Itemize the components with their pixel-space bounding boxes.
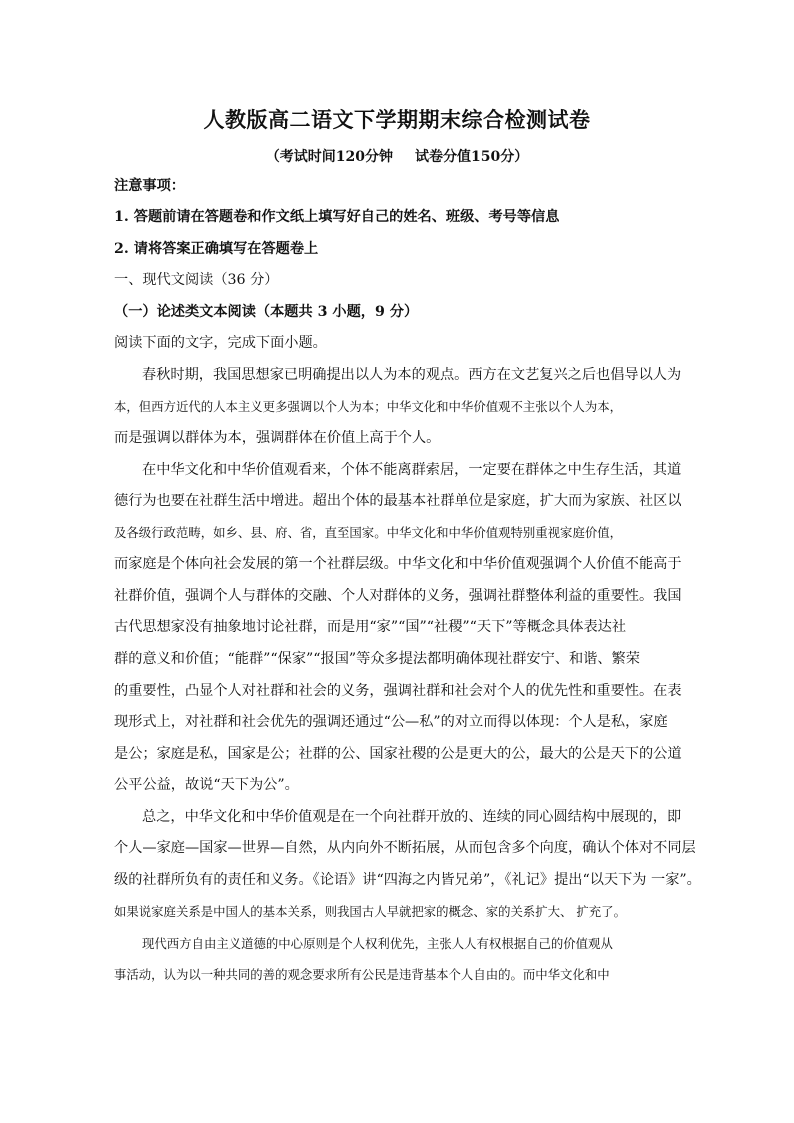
passage-line: 在中华文化和中华价值观看来，个体不能离群索居，一定要在群体之中生存生活，其道 — [142, 462, 682, 478]
exam-score-info: 试卷分值150分） — [415, 149, 529, 165]
exam-time-info: （考试时间120分钟 — [265, 149, 393, 165]
passage-line: 现形式上，对社群和社会优先的强调还通过“公—私”的对立而得以体现：个人是私，家庭 — [114, 714, 668, 730]
passage-line: 个人—家庭—国家—世界—自然，从内向外不断拓展，从而包含多个向度，确认个体对不同层 — [114, 840, 696, 856]
passage-line: 如果说家庭关系是中国人的基本关系，则我国古人早就把家的概念、家的关系扩大、 扩充了。 — [114, 904, 626, 919]
passage-line: 的重要性，凸显个人对社群和社会的义务，强调社群和社会对个人的优先性和重要性。在表 — [114, 683, 682, 699]
passage-line: 及各级行政范畴，如乡、县、府、省，直至国家。中华文化和中华价值观特别重视家庭价值， — [114, 525, 623, 540]
notice-item: 2. 请将答案正确填写在答题卷上 — [114, 241, 319, 257]
passage-line: 古代思想家没有抽象地讨论社群，而是用“家”“国”“社稷”“天下”等概念具体表达社 — [114, 619, 627, 635]
passage-line: 总之，中华文化和中华价值观是在一个向社群开放的、连续的同心圆结构中展现的，即 — [142, 809, 682, 825]
passage-line: 而家庭是个体向社会发展的第一个社群层级。中华文化和中华价值观强调个人价值不能高于 — [114, 556, 682, 572]
section-instruction: 阅读下面的文字，完成下面小题。 — [114, 335, 327, 351]
passage-line: 群的意义和价值；“能群”“保家”“报国”等众多提法都明确体现社群安宁、和谐、繁荣 — [114, 651, 640, 667]
passage-line: 是公；家庭是私，国家是公；社群的公、国家社稷的公是更大的公，最大的公是天下的公道 — [114, 746, 682, 762]
passage-line: 德行为也要在社群生活中增进。超出个体的最基本社群单位是家庭，扩大而为家族、社区以 — [114, 493, 682, 509]
passage-line: 公平公益，故说“天下为公”。 — [114, 777, 299, 793]
passage-line: 本，但西方近代的人本主义更多强调以个人为本；中华文化和中华价值观不主张以个人为本， — [114, 399, 623, 414]
passage-line: 事活动，认为以一种共同的善的观念要求所有公民是违背基本个人自由的。而中华文化和中 — [114, 967, 610, 982]
notice-heading: 注意事项： — [114, 178, 185, 194]
exam-info — [0, 146, 794, 166]
passage-line: 而是强调以群体为本，强调群体在价值上高于个人。 — [114, 430, 441, 446]
passage-line: 级的社群所负有的责任和义务。《论语》讲“四海之内皆兄弟”，《礼记》提出“以天下为 一家”。 — [114, 872, 701, 888]
page-title: 人教版高二语文下学期期末综合检测试卷 — [203, 107, 591, 132]
passage-line: 社群价值，强调个人与群体的交融、个人对群体的义务，强调社群整体利益的重要性。我国 — [114, 588, 682, 604]
passage-line: 现代西方自由主义道德的中心原则是个人权利优先，主张人人有权根据自己的价值观从 — [142, 936, 613, 951]
notice-item: 1. 答题前请在答题卷和作文纸上填写好自己的姓名、班级、考号等信息 — [114, 209, 560, 225]
passage-line: 春秋时期，我国思想家已明确提出以人为本的观点。西方在文艺复兴之后也倡导以人为 — [142, 367, 682, 383]
section-heading: 一、现代文阅读（36 分） — [114, 272, 279, 288]
section-subheading: （一）论述类文本阅读（本题共 3 小题，9 分） — [114, 304, 419, 320]
